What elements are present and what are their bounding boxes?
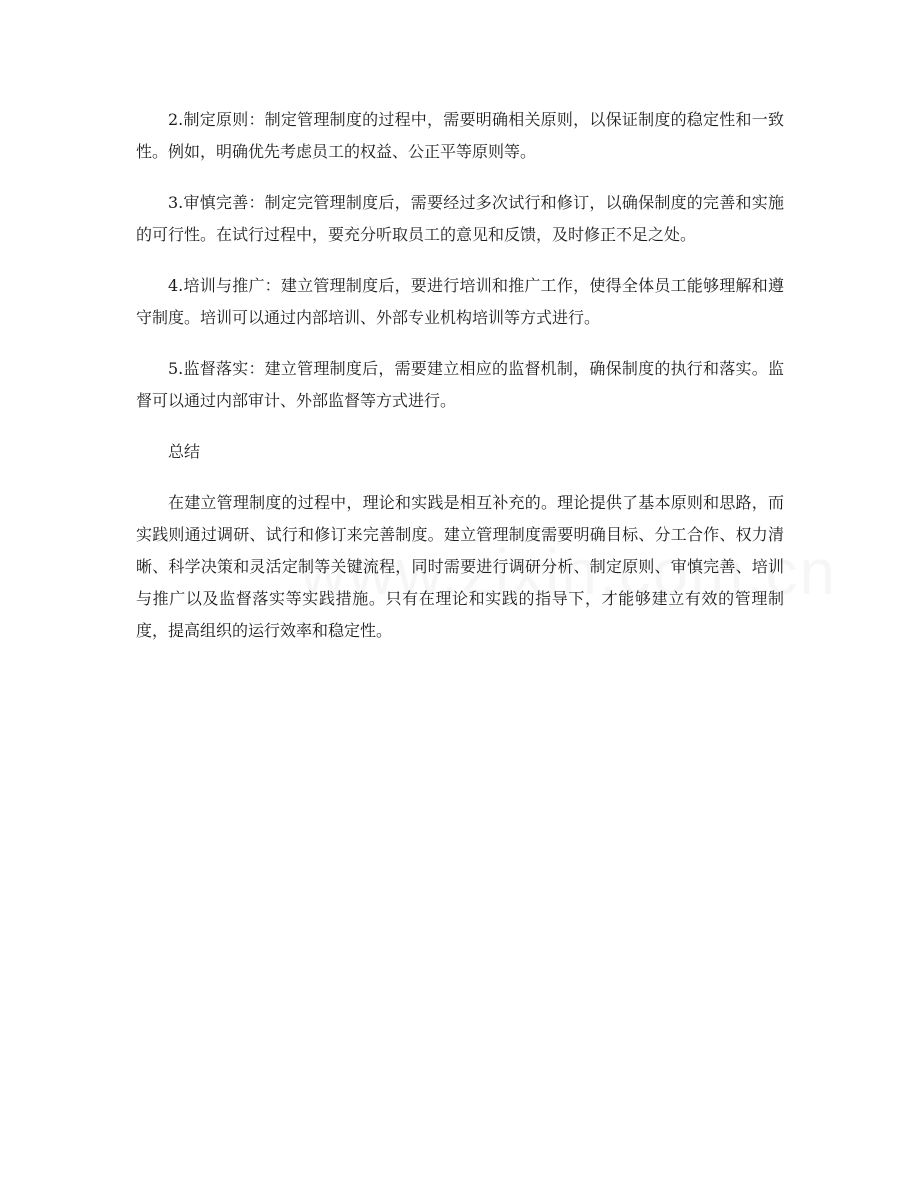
- summary-paragraph: 在建立管理制度的过程中，理论和实践是相互补充的。理论提供了基本原则和思路，而实践则通过调研、试行和修订来完善制度。建立管理制度需要明确目标、分工合作、权力清晰、科学决策和灵活定制等关键流程，同时需要进行调研分析、制定原则、审慎完善、培训与推广以及监督落实等实践措施。只有在理论和实践的指导下，才能够建立有效的管理制度，提高组织的运行效率和稳定性。: [136, 493, 784, 640]
- summary-heading: 总结: [168, 442, 201, 461]
- paragraph-supervision: 5.监督落实：建立管理制度后，需要建立相应的监督机制，确保制度的执行和落实。监督可以通过内部审计、外部监督等方式进行。: [136, 359, 784, 410]
- document-body: [136, 104, 784, 666]
- paragraph-training: 4.培训与推广：建立管理制度后，要进行培训和推广工作，使得全体员工能够理解和遵守制度。培训可以通过内部培训、外部专业机构培训等方式进行。: [136, 276, 784, 327]
- paragraph-principles: 2.制定原则：制定管理制度的过程中，需要明确相关原则，以保证制度的稳定性和一致性。例如，明确优先考虑员工的权益、公正平等原则等。: [136, 110, 784, 161]
- paragraph-refinement: 3.审慎完善：制定完管理制度后，需要经过多次试行和修订，以确保制度的完善和实施的可行性。在试行过程中，要充分听取员工的意见和反馈，及时修正不足之处。: [136, 193, 784, 244]
